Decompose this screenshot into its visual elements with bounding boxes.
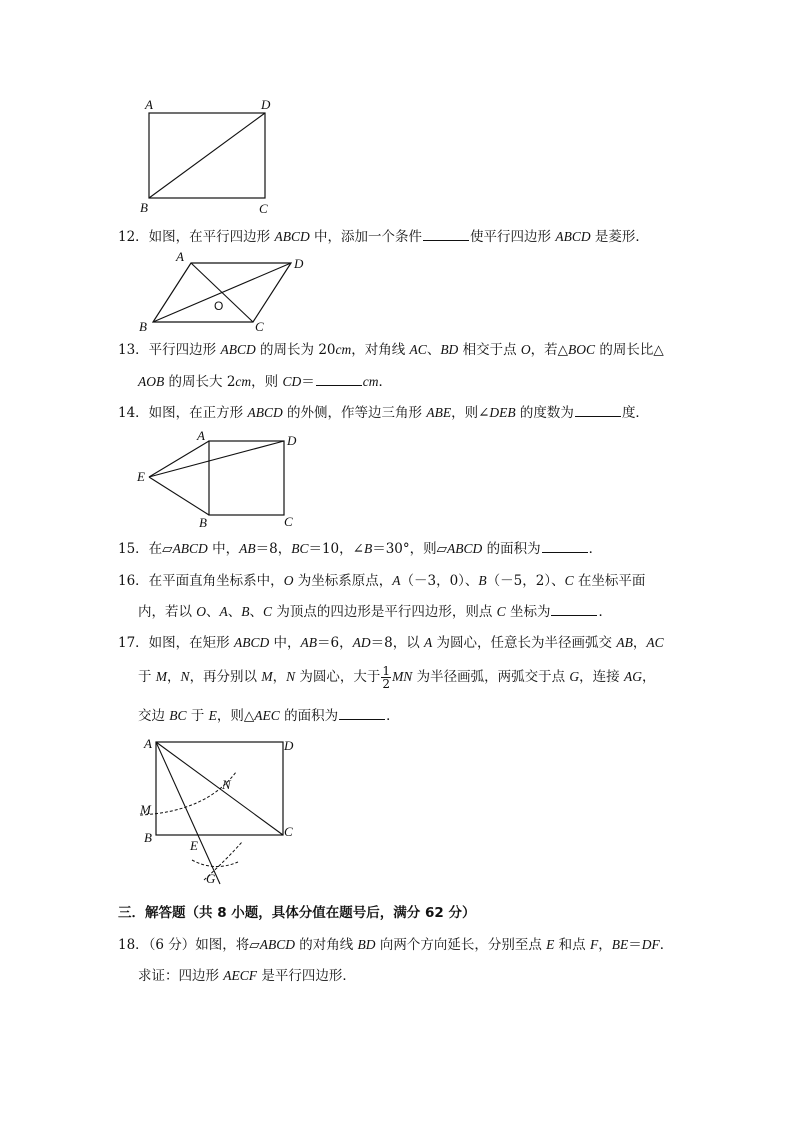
q18-text: 是平行四边形． xyxy=(257,968,356,984)
q17-aec: AEC xyxy=(254,708,280,723)
q17-text: 17．如图，在矩形 xyxy=(118,635,234,651)
q14-text: 的度数为 xyxy=(515,405,574,421)
q12-text-1: 12．如图，在平行四边形 xyxy=(118,229,275,245)
q15-text: ＝8， xyxy=(255,541,292,557)
q17-a: A xyxy=(424,635,433,650)
figure-square-triangle xyxy=(136,428,306,532)
question-13-line-1 xyxy=(118,340,664,360)
segment-eb xyxy=(149,477,209,515)
label-b: B xyxy=(139,319,147,334)
label-d: D xyxy=(287,433,297,448)
q13-text: 的周长为 20 xyxy=(255,342,336,358)
q16-text: 16．在平面直角坐标系中， xyxy=(118,573,284,589)
answer-blank-14[interactable] xyxy=(575,403,621,417)
question-18-line-1 xyxy=(118,935,673,955)
label-e: E xyxy=(137,469,145,484)
q17-text: ，再分别以 xyxy=(189,669,262,685)
q12-abcd-1: ABCD xyxy=(274,229,310,244)
question-15 xyxy=(118,539,602,559)
question-17-line-2 xyxy=(138,665,655,690)
q15-text: 的面积为 xyxy=(482,541,541,557)
q14-text: 的外侧，作等边三角形 xyxy=(282,405,427,421)
q15-abcd: ABCD xyxy=(172,541,208,556)
q16-o: O xyxy=(196,604,207,619)
q17-mn: MN xyxy=(392,669,413,684)
q18-f: F xyxy=(589,937,599,952)
answer-blank-12[interactable] xyxy=(423,227,469,241)
q12-text-2: 中，添加一个条件 xyxy=(309,229,423,245)
figure-parallelogram xyxy=(136,250,316,334)
q13-aob: AOB xyxy=(138,374,165,389)
q17-text: 的面积为 xyxy=(279,708,339,724)
question-12 xyxy=(118,227,649,247)
q18-text: ， xyxy=(598,937,612,953)
q18-text: 向两个方向延长，分别至点 xyxy=(375,937,547,953)
label-o: O xyxy=(214,299,224,313)
q13-text: 13．平行四边形 xyxy=(118,342,221,358)
q16-a: A xyxy=(219,604,228,619)
label-d: D xyxy=(294,256,304,271)
q18-text: 的对角线 xyxy=(294,937,358,953)
q15-text: ． xyxy=(588,541,603,557)
label-a: A xyxy=(145,97,153,112)
q13-text: 相交于点 xyxy=(458,342,521,358)
q18-be: BE xyxy=(611,937,629,952)
q15-text: 中， xyxy=(207,541,240,557)
q16-text: 、 xyxy=(249,604,264,620)
q16-b: B xyxy=(478,573,487,588)
fraction-denominator: 2 xyxy=(382,677,391,691)
q13-o: O xyxy=(520,342,531,357)
fraction-one-half xyxy=(381,665,391,690)
q17-ab: AB xyxy=(616,635,633,650)
q17-m: M xyxy=(155,669,168,684)
q15-abcd: ABCD xyxy=(447,541,483,556)
q17-text: ． xyxy=(386,708,400,724)
q17-bc: BC xyxy=(169,708,187,723)
q18-df: DF xyxy=(641,937,660,952)
q17-text: ，则△ xyxy=(216,708,255,724)
diagonal-bd xyxy=(153,263,291,322)
label-b: B xyxy=(199,515,207,530)
question-17-line-3 xyxy=(138,706,400,726)
q16-text: （－3，0）、 xyxy=(400,573,479,589)
q15-bc: BC xyxy=(291,541,309,556)
q17-ag: AG xyxy=(623,669,642,684)
q17-text: ＝8，以 xyxy=(370,635,425,651)
q13-unit: cm xyxy=(362,374,379,389)
figure-rectangle-construction xyxy=(136,732,306,890)
q18-e: E xyxy=(546,937,555,952)
label-a: A xyxy=(197,428,205,443)
q16-text: 、 xyxy=(227,604,242,620)
q16-text: 、 xyxy=(206,604,220,620)
label-a: A xyxy=(144,736,152,751)
q18-aecf: AECF xyxy=(223,968,258,983)
q17-m: M xyxy=(261,669,273,684)
figure-square-triangle-svg xyxy=(136,428,306,532)
q17-text: ，连接 xyxy=(579,669,624,685)
q13-ac: AC xyxy=(409,342,427,357)
label-c: C xyxy=(284,824,293,839)
q17-text: 交边 xyxy=(138,708,170,724)
label-b: B xyxy=(140,200,148,215)
q14-text: 度． xyxy=(621,405,649,421)
q14-deb: DEB xyxy=(489,405,516,420)
q13-text: 的周长大 2 xyxy=(164,374,236,390)
arc-g-1 xyxy=(192,860,238,867)
q17-text: ， xyxy=(632,635,647,651)
q16-text: 为坐标系原点， xyxy=(293,573,393,589)
q18-text: ． xyxy=(659,937,674,953)
q13-text: 的周长比△ xyxy=(595,342,664,358)
q15-ab: AB xyxy=(239,541,256,556)
q13-text: ＝ xyxy=(301,374,315,390)
label-c: C xyxy=(255,319,264,334)
q17-e: E xyxy=(208,708,217,723)
label-a: A xyxy=(176,249,184,264)
diagonal-bd xyxy=(149,113,265,198)
q12-abcd-2: ABCD xyxy=(555,229,591,244)
q17-ac: AC xyxy=(646,635,664,650)
q14-text: ，则∠ xyxy=(451,405,490,421)
q17-n: N xyxy=(286,669,296,684)
q16-o: O xyxy=(283,573,294,588)
fraction-numerator: 1 xyxy=(382,664,391,678)
q15-text: 15．在▱ xyxy=(118,541,173,557)
q16-text: 在坐标平面 xyxy=(573,573,646,589)
q14-abcd: ABCD xyxy=(247,405,283,420)
q15-b: B xyxy=(363,541,373,556)
q18-abcd: ABCD xyxy=(259,937,295,952)
q16-c: C xyxy=(263,604,273,619)
q17-ab: AB xyxy=(300,635,318,650)
answer-blank-13[interactable] xyxy=(316,372,362,386)
q13-abcd: ABCD xyxy=(220,342,256,357)
q13-text: ，则 xyxy=(251,374,283,390)
q17-g: G xyxy=(569,669,580,684)
figure-rectangle-diagonal-svg xyxy=(140,96,280,220)
question-13-line-2 xyxy=(138,372,392,392)
q16-b: B xyxy=(241,604,250,619)
q13-bd: BD xyxy=(440,342,459,357)
q13-unit: cm xyxy=(335,342,352,357)
q17-text: 为圆心，任意长为半径画弧交 xyxy=(432,635,617,651)
q16-text: 为顶点的四边形是平行四边形，则点 xyxy=(272,604,497,620)
answer-blank-16[interactable] xyxy=(551,602,597,616)
question-14 xyxy=(118,403,649,423)
figure-parallelogram-svg xyxy=(136,250,316,334)
q13-text: ，对角线 xyxy=(351,342,410,358)
q18-text: 和点 xyxy=(554,937,590,953)
label-n: N xyxy=(222,777,231,792)
question-16-line-2 xyxy=(138,602,612,622)
q18-bd: BD xyxy=(357,937,376,952)
q12-text-4: 是菱形． xyxy=(590,229,649,245)
q13-cd: CD xyxy=(282,374,302,389)
q18-text: ＝ xyxy=(628,937,642,953)
square-shape xyxy=(209,441,284,515)
label-c: C xyxy=(259,201,268,216)
q17-text: 为半径画弧，两弧交于点 xyxy=(412,669,570,685)
label-c: C xyxy=(284,514,293,529)
q16-c: C xyxy=(496,604,506,619)
figure-rectangle-diagonal xyxy=(140,96,280,220)
bisector-ag xyxy=(156,742,220,884)
figure-rectangle-construction-svg xyxy=(136,732,306,890)
q16-text: （－5，2）、 xyxy=(486,573,565,589)
q17-text: ， xyxy=(641,669,656,685)
segment-ed xyxy=(149,441,284,477)
q17-ad: AD xyxy=(352,635,371,650)
q16-text: 坐标为 xyxy=(505,604,551,620)
q17-n: N xyxy=(180,669,190,684)
q16-c: C xyxy=(564,573,574,588)
segment-ea xyxy=(149,441,209,477)
q13-text: ． xyxy=(378,374,392,390)
q17-text: 于 xyxy=(186,708,209,724)
label-e: E xyxy=(190,838,198,853)
answer-blank-17[interactable] xyxy=(339,706,385,720)
q16-text: ． xyxy=(598,604,612,620)
q17-text: 于 xyxy=(138,669,156,685)
section-header-3: 三．解答题（共 8 小题，具体分值在题号后，满分 62 分） xyxy=(118,905,476,921)
label-d: D xyxy=(261,97,271,112)
q16-a: A xyxy=(392,573,401,588)
answer-blank-15[interactable] xyxy=(542,539,588,553)
q13-unit: cm xyxy=(235,374,252,389)
q16-text: 内，若以 xyxy=(138,604,197,620)
q13-boc: BOC xyxy=(568,342,596,357)
question-16-line-1 xyxy=(118,571,645,591)
question-18-line-2 xyxy=(138,966,356,986)
q15-text: ＝10，∠ xyxy=(308,541,364,557)
q17-abcd: ABCD xyxy=(233,635,270,650)
q17-text: ＝6， xyxy=(317,635,353,651)
label-b: B xyxy=(144,830,152,845)
q17-text: 中， xyxy=(269,635,301,651)
label-g: G xyxy=(206,871,216,886)
label-d: D xyxy=(284,738,294,753)
q13-text: 、 xyxy=(426,342,441,358)
q17-text: ， xyxy=(167,669,181,685)
q14-abe: ABE xyxy=(426,405,452,420)
q15-text: ＝30°，则▱ xyxy=(372,541,448,557)
q13-text: ，若△ xyxy=(530,342,569,358)
q17-text: 为圆心，大于 xyxy=(295,669,381,685)
q18-text: 18．（6 分）如图，将▱ xyxy=(118,937,260,953)
label-m: M xyxy=(140,802,151,817)
q17-text: ， xyxy=(272,669,287,685)
q14-text: 14．如图，在正方形 xyxy=(118,405,248,421)
q18-text: 求证：四边形 xyxy=(138,968,224,984)
question-17-line-1 xyxy=(118,633,664,653)
q12-text-3: 使平行四边形 xyxy=(470,229,556,245)
